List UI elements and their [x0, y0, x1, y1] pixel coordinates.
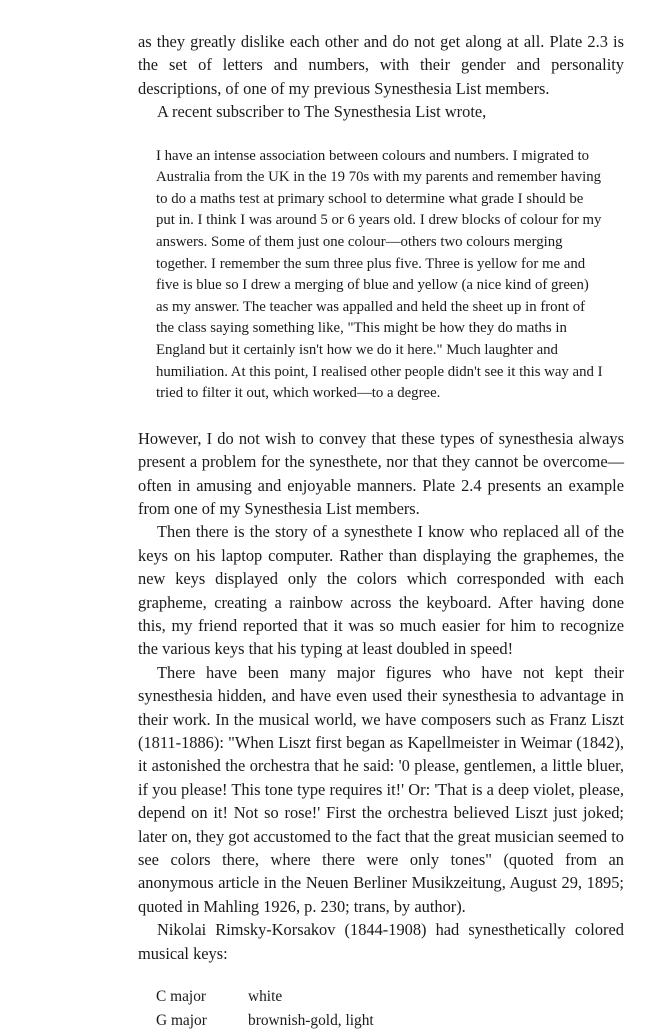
paragraph-continuation: as they greatly dislike each other and do not get along at all. Plate 2.3 is the set of letters and numbers, with their gender and personality descriptions, of one of my previous Synesthesia List members. [138, 32, 624, 98]
paragraph-laptop-story: Then there is the story of a synesthete I know who replaced all of the keys on his laptop computer. Rather than displaying the graphemes, the new keys displayed only the colors which corresponded with each grapheme, creating a rainbow across the keyboard. After having done this, my friend reported that it was so much easier for him to recognize the various keys that his typing at least doubled in speed! [138, 522, 624, 659]
key-color: brownish-gold, light [248, 1011, 374, 1029]
paragraph-liszt: There have been many major figures who have not kept their synesthesia hidden, and have even used their synesthesia to advantage in their work. In the musical world, we have composers such as Franz Liszt (1811-1886): "When Liszt first began as Kapellmeister in Weimar (1842), it astonished the orchestra that he said: '0 please, gentlemen, a little bluer, if you please! This tone type requires it!' Or: 'That is a deep violet, please, depend on it! Not so rose!' First the orchestra believed Liszt just joked; later on, they got accustomed to the fact that the great musician seemed to see colors there, where there were only tones" (quoted from an anonymous article in the Neuen Berliner Musikzeitung, August 29, 1895; quoted in Mahling 1926, p. 230; trans, by author). [138, 662, 624, 916]
key-color: white [248, 988, 283, 1006]
musical-key: C major [156, 988, 207, 1006]
paragraph-intro-quote: A recent subscriber to The Synesthesia List wrote, [157, 102, 487, 122]
key-color-row [156, 985, 374, 1008]
block-quote: I have an intense association between colours and numbers. I migrated to Australia from the UK in the 19 70s with my parents and remember having to do a maths test at primary school to determine what grade I should be put in. I think I was around 5 or 6 years old. I drew blocks of colour for my answers. Some of them just one colour—others two colours merging together. I remember the sum three plus five. Three is yellow for me and five is blue so I drew a merging of blue and yellow (a nice kind of green) as my answer. The teacher was appalled and held the sheet up in front of the class saying something like, "This might be how they do maths in England but it certainly isn't how we do it here." Much laughter and humiliation. At this point, I realised other people didn't see it this way and I tried to filter it out, which worked—to a degree. [156, 147, 603, 402]
book-page [138, 30, 624, 1032]
key-color-list [156, 985, 374, 1032]
paragraph-rimsky-korsakov: Nikolai Rimsky-Korsakov (1844-1908) had synesthetically colored musical keys: [138, 920, 624, 963]
key-color-row [156, 1009, 374, 1032]
paragraph-however: However, I do not wish to convey that these types of synesthesia always present a problem for the synesthete, nor that they cannot be overcome—often in amusing and enjoyable manners. Plate 2.4 presents an example from one of my Synesthesia List members. [138, 428, 624, 518]
musical-key: G major [156, 1011, 207, 1029]
